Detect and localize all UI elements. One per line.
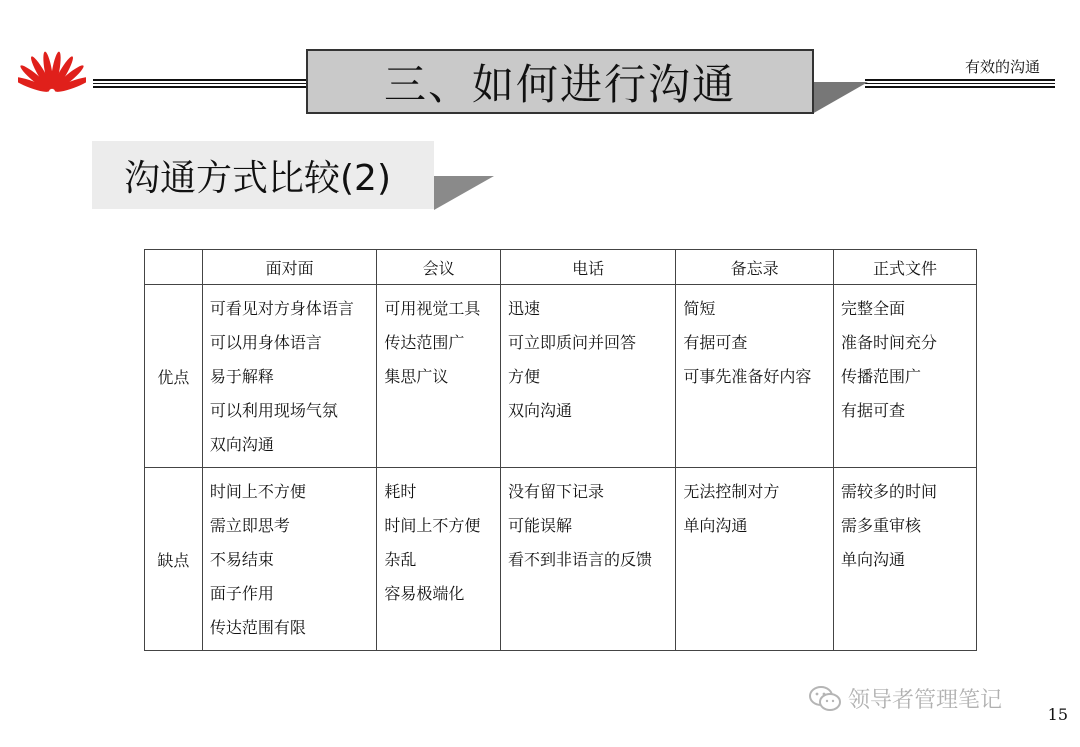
table-cell [676,468,834,651]
title-shadow [812,82,868,114]
table-cell [377,285,501,468]
cell-line: 看不到非语言的反馈 [507,550,652,569]
cell-line: 有据可查 [840,401,905,420]
cell-line: 双向沟通 [507,401,572,420]
cell-line: 双向沟通 [209,435,274,454]
header-rule-left [93,79,308,88]
table-header-row [145,250,977,285]
watermark [808,683,1002,714]
cell-line: 传播范围广 [840,367,921,386]
cell-line: 杂乱 [384,550,417,569]
table-row [145,468,977,651]
column-header: 会议 [377,250,501,285]
cell-line: 准备时间充分 [840,333,937,352]
cell-line: 面子作用 [209,584,274,603]
row-label: 缺点 [145,468,203,651]
cell-line: 需较多的时间 [840,482,937,501]
watermark-text: 领导者管理笔记 [848,688,1003,713]
cell-line: 方便 [507,367,540,386]
cell-line: 简短 [683,299,716,318]
cell-line: 单向沟通 [683,516,748,535]
table-cell [676,285,834,468]
cell-line: 迅速 [507,299,540,318]
cell-line: 需多重审核 [840,516,921,535]
cell-line: 易于解释 [209,367,274,386]
cell-line: 可以利用现场气氛 [209,401,338,420]
section-label: 有效的沟通 [964,58,1040,76]
table-cell [833,468,976,651]
table-cell [833,285,976,468]
cell-line: 耗时 [384,482,417,501]
column-header: 正式文件 [833,250,976,285]
cell-line: 可以用身体语言 [209,333,322,352]
cell-line: 集思广议 [384,367,449,386]
column-header: 电话 [500,250,675,285]
cell-line: 可事先准备好内容 [683,367,812,386]
cell-line: 需立即思考 [209,516,290,535]
subtitle: 沟通方式比较(2) [92,141,434,209]
wechat-icon [808,685,842,713]
page-number: 15 [1047,705,1068,724]
column-header: 面对面 [202,250,377,285]
cell-line: 单向沟通 [840,550,905,569]
company-logo [18,36,86,94]
table-cell [377,468,501,651]
comparison-table [144,249,977,651]
cell-line: 可用视觉工具 [384,299,481,318]
table-cell [500,285,675,468]
cell-line: 无法控制对方 [683,482,780,501]
table-cell [202,468,377,651]
cell-line: 时间上不方便 [384,516,481,535]
cell-line: 可能误解 [507,516,572,535]
cell-line: 有据可查 [683,333,748,352]
table-cell [500,468,675,651]
row-label: 优点 [145,285,203,468]
slide-title: 三、如何进行沟通 [306,49,814,114]
cell-line: 不易结束 [209,550,274,569]
cell-line: 传达范围广 [384,333,465,352]
subtitle-shadow [434,176,494,210]
cell-line: 可看见对方身体语言 [209,299,354,318]
table-cell [202,285,377,468]
cell-line: 容易极端化 [384,584,465,603]
cell-line: 完整全面 [840,299,905,318]
cell-line: 没有留下记录 [507,482,604,501]
cell-line: 可立即质问并回答 [507,333,636,352]
cell-line: 时间上不方便 [209,482,306,501]
cell-line: 传达范围有限 [209,618,306,637]
header-rule-right [865,79,1055,88]
column-header: 备忘录 [676,250,834,285]
table-row [145,285,977,468]
column-header [145,250,203,285]
